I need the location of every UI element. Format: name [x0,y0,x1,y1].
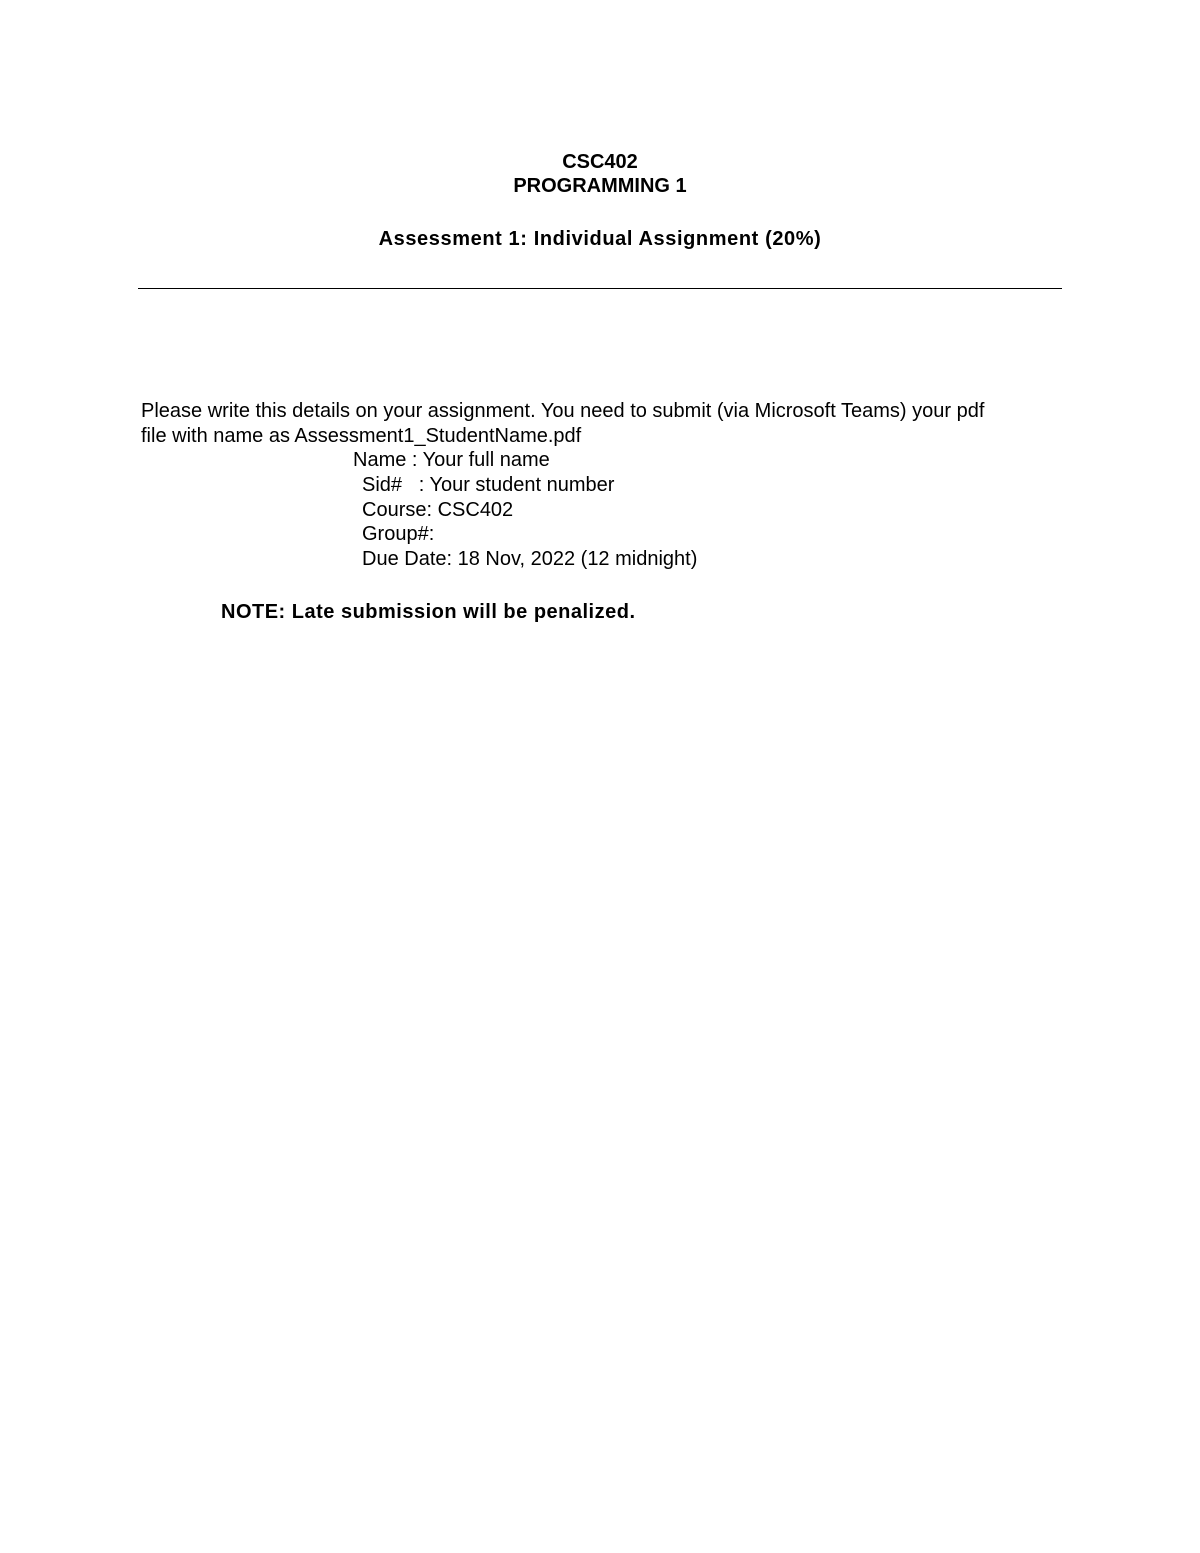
course-name: PROGRAMMING 1 [513,175,687,197]
detail-name: Name : Your full name [353,449,550,471]
course-code: CSC402 [562,151,638,173]
instruction-line-2: file with name as Assessment1_StudentName.pdf [141,425,582,447]
late-submission-note: NOTE: Late submission will be penalized. [221,601,636,623]
detail-due-date: Due Date: 18 Nov, 2022 (12 midnight) [362,548,698,570]
detail-sid: Sid# : Your student number [362,474,615,496]
detail-group: Group#: [362,523,435,545]
instruction-line-1: Please write this details on your assignment. You need to submit (via Microsoft Teams) your pdf [141,400,985,422]
horizontal-divider [138,288,1062,289]
detail-course: Course: CSC402 [362,499,514,521]
assessment-title: Assessment 1: Individual Assignment (20%) [378,228,822,250]
